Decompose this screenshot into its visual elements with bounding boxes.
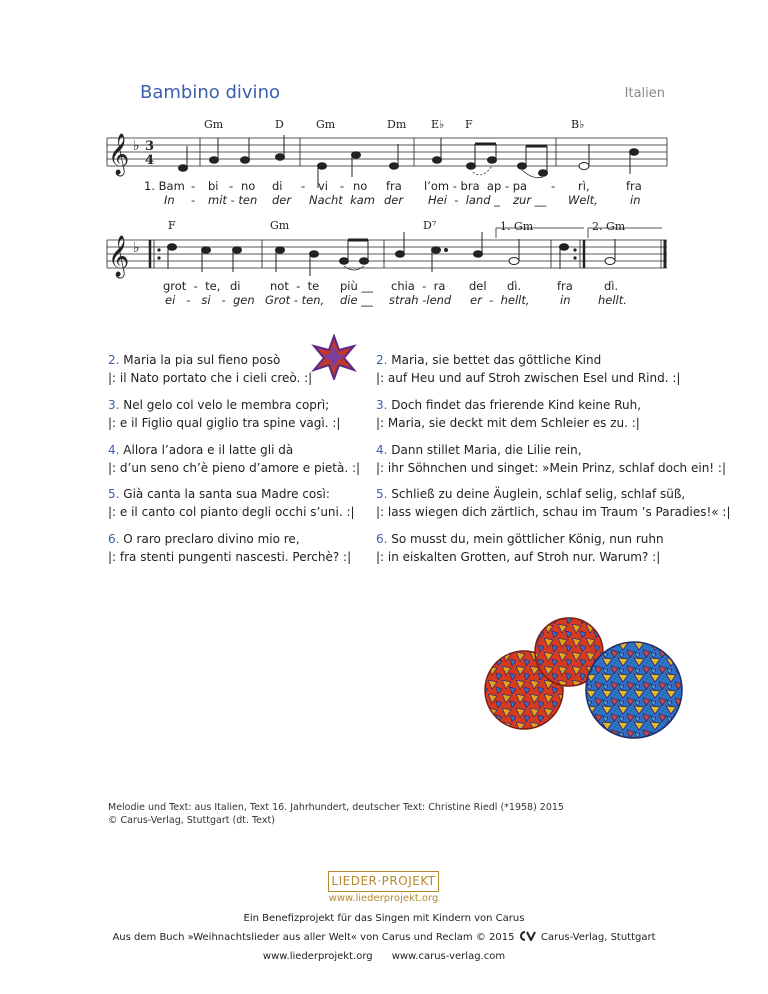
verse-it-2: 2. Maria la pia sul fieno posò |: il Nato portato che i cieli creò. :| [108, 353, 313, 385]
chord: Gm [204, 118, 224, 131]
lyric-de: - [191, 193, 196, 207]
verse-it-5: 5. Già canta la santa sua Madre così: |: e il canto col pianto degli occhi s’uni. :| [108, 487, 355, 519]
lyric-it: dì. [604, 279, 619, 293]
volta-2-chord: 2. Gm [592, 220, 626, 233]
liederprojekt-logo: LIEDER·PROJEKT [328, 871, 439, 892]
lyric-it: bi [208, 179, 219, 193]
verse-de-4: 4. Dann stillet Maria, die Lilie rein, |: ihr Söhnchen und singet: »Mein Prinz, schlaf doch ein! :| [376, 443, 727, 475]
lyric-it: grot - te, [163, 279, 221, 293]
flat-icon [133, 138, 140, 154]
lyric-de: Nacht kam [309, 193, 375, 207]
flat-icon [133, 240, 140, 256]
verse-de-6: 6. So musst du, mein göttlicher König, nun ruhn |: in eiskalten Grotten, auf Stroh nur. Warum? :| [376, 532, 664, 564]
time-signature-bottom: 4 [145, 153, 155, 168]
mosaic-ornament-icon [474, 610, 684, 760]
lyric-de: in [630, 193, 641, 207]
chord: E♭ [431, 118, 445, 131]
star-icon [311, 334, 357, 380]
song-origin: Italien [624, 86, 665, 101]
lyric-it: fra [386, 179, 402, 193]
lyric-de: hellt. [598, 293, 627, 307]
music-score [0, 0, 768, 330]
chord: D⁷ [423, 219, 437, 232]
lyric-it: rì, [578, 179, 590, 193]
volta-1-chord: 1. Gm [500, 220, 534, 233]
lyric-de: zur __ [513, 193, 547, 207]
footer-link-carus[interactable]: www.carus-verlag.com [391, 951, 506, 962]
time-signature-top: 3 [145, 139, 155, 154]
lyric-it: dì. [507, 279, 522, 293]
footer-links [0, 951, 768, 962]
staff-line-1 [107, 138, 667, 166]
treble-clef-icon [108, 235, 129, 278]
lyric-de: mit - ten [208, 193, 258, 207]
lyric-it: - [229, 179, 234, 193]
chord: Gm [316, 118, 336, 131]
footer-tagline: Ein Benefizprojekt für das Singen mit Kindern von Carus [243, 913, 525, 924]
chord: D [275, 118, 284, 131]
lyric-it: vi [318, 179, 329, 193]
lyric-it: 1. Bam [144, 179, 185, 193]
staff-line-2 [107, 228, 667, 268]
verse-de-3: 3. Doch findet das frierende Kind keine Ruh, |: Maria, sie deckt mit dem Schleier es zu. :| [376, 398, 642, 430]
lyric-it: l’om - bra ap - pa [424, 179, 528, 193]
lyric-de: strah -lend [389, 293, 452, 307]
svg-text:𝄞: 𝄞 [108, 134, 130, 175]
lyric-de: der [272, 193, 292, 207]
lyric-it: di [230, 279, 241, 293]
page-title: Bambino divino [140, 82, 280, 103]
footer-link-liederprojekt[interactable]: www.liederprojekt.org [262, 951, 373, 962]
lyric-de: Grot - ten, [265, 293, 325, 307]
verse-it-4: 4. Allora l’adora e il latte gli dà |: d’un seno ch’è pieno d’amore e pietà. :| [108, 443, 361, 475]
lyric-it: chia - ra [391, 279, 446, 293]
verse-it-3: 3. Nel gelo col velo le membra coprì; |: e il Figlio qual giglio tra spine vagì. :| [108, 398, 341, 430]
lyric-de: In [164, 193, 175, 207]
credits: Melodie und Text: aus Italien, Text 16. Jahrhundert, deutscher Text: Christine Riedl (*1958) 2015 © Carus-Verlag, Stuttgart (dt. Text) [108, 802, 564, 826]
lyric-de: der [384, 193, 404, 207]
chord: Dm [387, 118, 407, 131]
lyric-it: no [241, 179, 256, 193]
chord: B♭ [571, 118, 585, 131]
lyric-de: Hei - land _ [428, 193, 500, 207]
lyric-it: - [340, 179, 345, 193]
lyric-it: no [353, 179, 368, 193]
verse-de-2: 2. Maria, sie bettet das göttliche Kind |: auf Heu und auf Stroh zwischen Esel und Rind. :| [376, 353, 681, 385]
lyric-de: die __ [340, 293, 373, 307]
lyric-it: del [469, 279, 487, 293]
liederprojekt-logo-url[interactable]: www.liederprojekt.org [328, 893, 439, 904]
svg-text:♭: ♭ [133, 240, 140, 256]
svg-text:♭: ♭ [133, 138, 140, 154]
footer-publisher: Aus dem Buch »Weihnachtslieder aus aller Welt« von Carus und Reclam © 2015 Carus-Verlag, Stuttgart [112, 932, 656, 943]
lyric-it: fra [626, 179, 642, 193]
lyric-de: Welt, [568, 193, 598, 207]
chord: F [168, 219, 176, 232]
lyric-de: ei - si - gen [165, 293, 255, 307]
lyric-it: più __ [340, 279, 373, 293]
carus-logo-icon [518, 931, 538, 941]
lyric-it: - [551, 179, 556, 193]
verse-de-5: 5. Schließ zu deine Äuglein, schlaf selig, schlaf süß, |: lass wiegen dich zärtlich, schau im Traum ’s Paradies!« :| [376, 487, 731, 519]
svg-text:𝄞: 𝄞 [108, 236, 130, 277]
chord: F [465, 118, 473, 131]
lyric-it: - [301, 179, 306, 193]
lyric-it: - [191, 179, 196, 193]
chord: Gm [270, 219, 290, 232]
lyric-de: in [560, 293, 571, 307]
lyric-it: fra [557, 279, 573, 293]
verse-it-6: 6. O raro preclaro divino mio re, |: fra stenti pungenti nascesti. Perchè? :| [108, 532, 352, 564]
lyric-it: di [272, 179, 283, 193]
lyric-it: not - te [270, 279, 320, 293]
treble-clef-icon [108, 133, 129, 176]
lyric-de: er - hellt, [470, 293, 530, 307]
